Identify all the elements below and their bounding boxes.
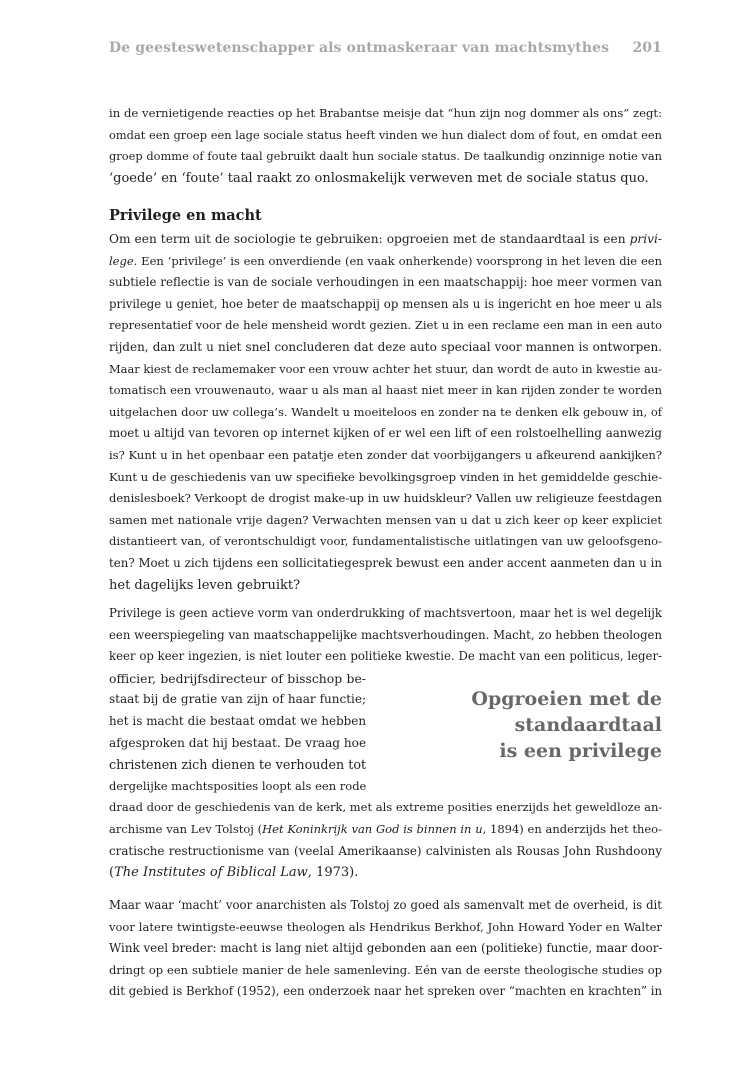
text-line: voor latere twintigste-eeuwse theologen als Hendrikus Berkhof, John Howard Yoder en Walter [109,919,662,934]
text-line: in de vernietigende reacties op het Brabantse meisje dat “hun zijn nog dommer als ons” zegt: [109,106,662,120]
paragraph-4 [109,895,662,1003]
text-run: Een ‘privilege’ is een onverdiende (en vaak onherkende) voorsprong in het leven die een [137,253,662,268]
text-line: subtiele reflectie is van de sociale verhoudingen in een maatschappij: hoe meer vormen van [109,275,662,290]
page-number: 201 [632,40,662,56]
text-run: , 1973). [307,865,359,881]
running-header [109,40,662,56]
text-line: officier, bedrijfsdirecteur of bisschop be- [109,670,366,686]
text-line: Privilege is geen actieve vorm van onderdrukking of machtsvertoon, maar het is wel degelijk [109,606,662,620]
pull-quote-line: standaardtaal [514,714,662,736]
text-line: christenen zich dienen te verhouden tot [109,757,367,773]
section-heading: Privilege en macht [109,207,262,224]
text-line: dergelijke machtsposities loopt als een rode [109,778,367,793]
paragraph-2 [109,229,662,596]
text-line: representatief voor de hele mensheid wordt gezien. Ziet u in een reclame een man in een auto [109,318,662,333]
text-line: Kunt u de geschiedenis van uw specifieke bevolkingsgroep vinden in het gemiddelde geschie- [109,469,662,484]
pull-quote [440,686,662,764]
text-line: privilege u geniet, hoe beter de maatschappij op mensen als u is ingericht en hoe meer u als [109,296,662,311]
text-run: , 1894) en anderzijds het theo- [482,821,662,836]
running-title: De geesteswetenschapper als ontmaskeraar van machtsmythes [109,40,610,56]
text-line: ten? Moet u zich tijdens een sollicitatiegesprek bewust een ander accent aanmeten dan u in [109,555,662,570]
text-run: ( [109,865,115,881]
text-line: Maar waar ‘macht’ voor anarchisten als Tolstoj zo goed als samenvalt met de overheid, is dit [109,898,662,912]
text-line: staat bij de gratie van zijn of haar functie; [109,692,366,707]
italic-run: privi- [629,232,662,246]
text-line: ‘goede’ en ‘foute’ taal raakt zo onlosmakelijk verweven met de sociale status quo. [109,170,649,186]
text-line: dit gebied is Berkhof (1952), een onderzoek naar het spreken over “machten en krachten” in [109,984,662,999]
text-run: archisme van Lev Tolstoj ( [109,821,263,836]
text-line: rijden, dan zult u niet snel concluderen dat deze auto speciaal voor mannen is ontworpen. [109,339,662,354]
text-line: cratische restructionisme van (veelal Amerikaanse) calvinisten als Rousas John Rushdoony [109,843,662,858]
text-line: Maar kiest de reclamemaker voor een vrouw achter het stuur, dan wordt de auto in kwestie au- [109,361,662,376]
text-line: samen met nationale vrije dagen? Verwachten mensen van u dat u zich keer op keer expliciet [109,512,662,527]
text-line: distantieert van, of verontschuldigt voor, fundamentalistische uitlatingen van uw geloofsgeno- [109,534,662,549]
text-line: Wink veel breder: macht is lang niet altijd gebonden aan een (politieke) functie, maar door- [109,941,663,956]
pull-quote-line: is een privilege [499,740,662,762]
book-title: The Institutes of Biblical Law [114,865,308,881]
text-line: uitgelachen door uw collega’s. Wandelt u moeiteloos en zonder na te denken elk gebouw in, of [109,404,662,419]
book-title: Het Koninkrijk van God is binnen in u [262,821,483,836]
text-line: groep domme of foute taal gebruikt daalt hun sociale status. De taalkundig onzinnige notie van [109,149,662,164]
text-line: een weerspiegeling van maatschappelijke machtsverhoudingen. Macht, zo hebben theologen [109,627,662,642]
text-line: is? Kunt u in het openbaar een patatje eten zonder dat voorbijgangers u afkeurend aankijken? [109,447,662,462]
text-line: het is macht die bestaat omdat we hebben [109,713,366,728]
text-line [109,229,662,251]
italic-run: lege. [109,253,138,268]
text-line: omdat een groep een lage sociale status heeft vinden we hun dialect dom of fout, en omdat een [109,127,662,142]
text-line: denislesboek? Verkoopt de drogist make-up in uw huidskleur? Vallen uw religieuze feestdagen [109,491,662,506]
paragraph-1 [109,103,662,189]
text-line [109,862,662,884]
text-line: draad door de geschiedenis van de kerk, met als extreme posities enerzijds het geweldloze an- [109,800,663,815]
text-line [109,819,662,841]
text-line: tomatisch een vrouwenauto, waar u als man al haast niet meer in kan rijden zonder te worden [109,383,662,398]
text-line: het dagelijks leven gebruikt? [109,577,301,593]
text-run: Om een term uit de sociologie te gebruiken: opgroeien met de standaardtaal is een [109,232,630,246]
pull-quote-line: Opgroeien met de [471,688,662,710]
text-line [109,251,662,273]
text-line: afgesproken dat hij bestaat. De vraag hoe [109,735,367,750]
text-line: dringt op een subtiele manier de hele samenleving. Eén van de eerste theologische studies op [109,962,662,977]
text-line: moet u altijd van tevoren op internet kijken of er wel een lift of een rolstoelhelling aanwezig [109,426,662,441]
text-line: keer op keer ingezien, is niet louter een politieke kwestie. De macht van een politicus, leger- [109,649,662,664]
